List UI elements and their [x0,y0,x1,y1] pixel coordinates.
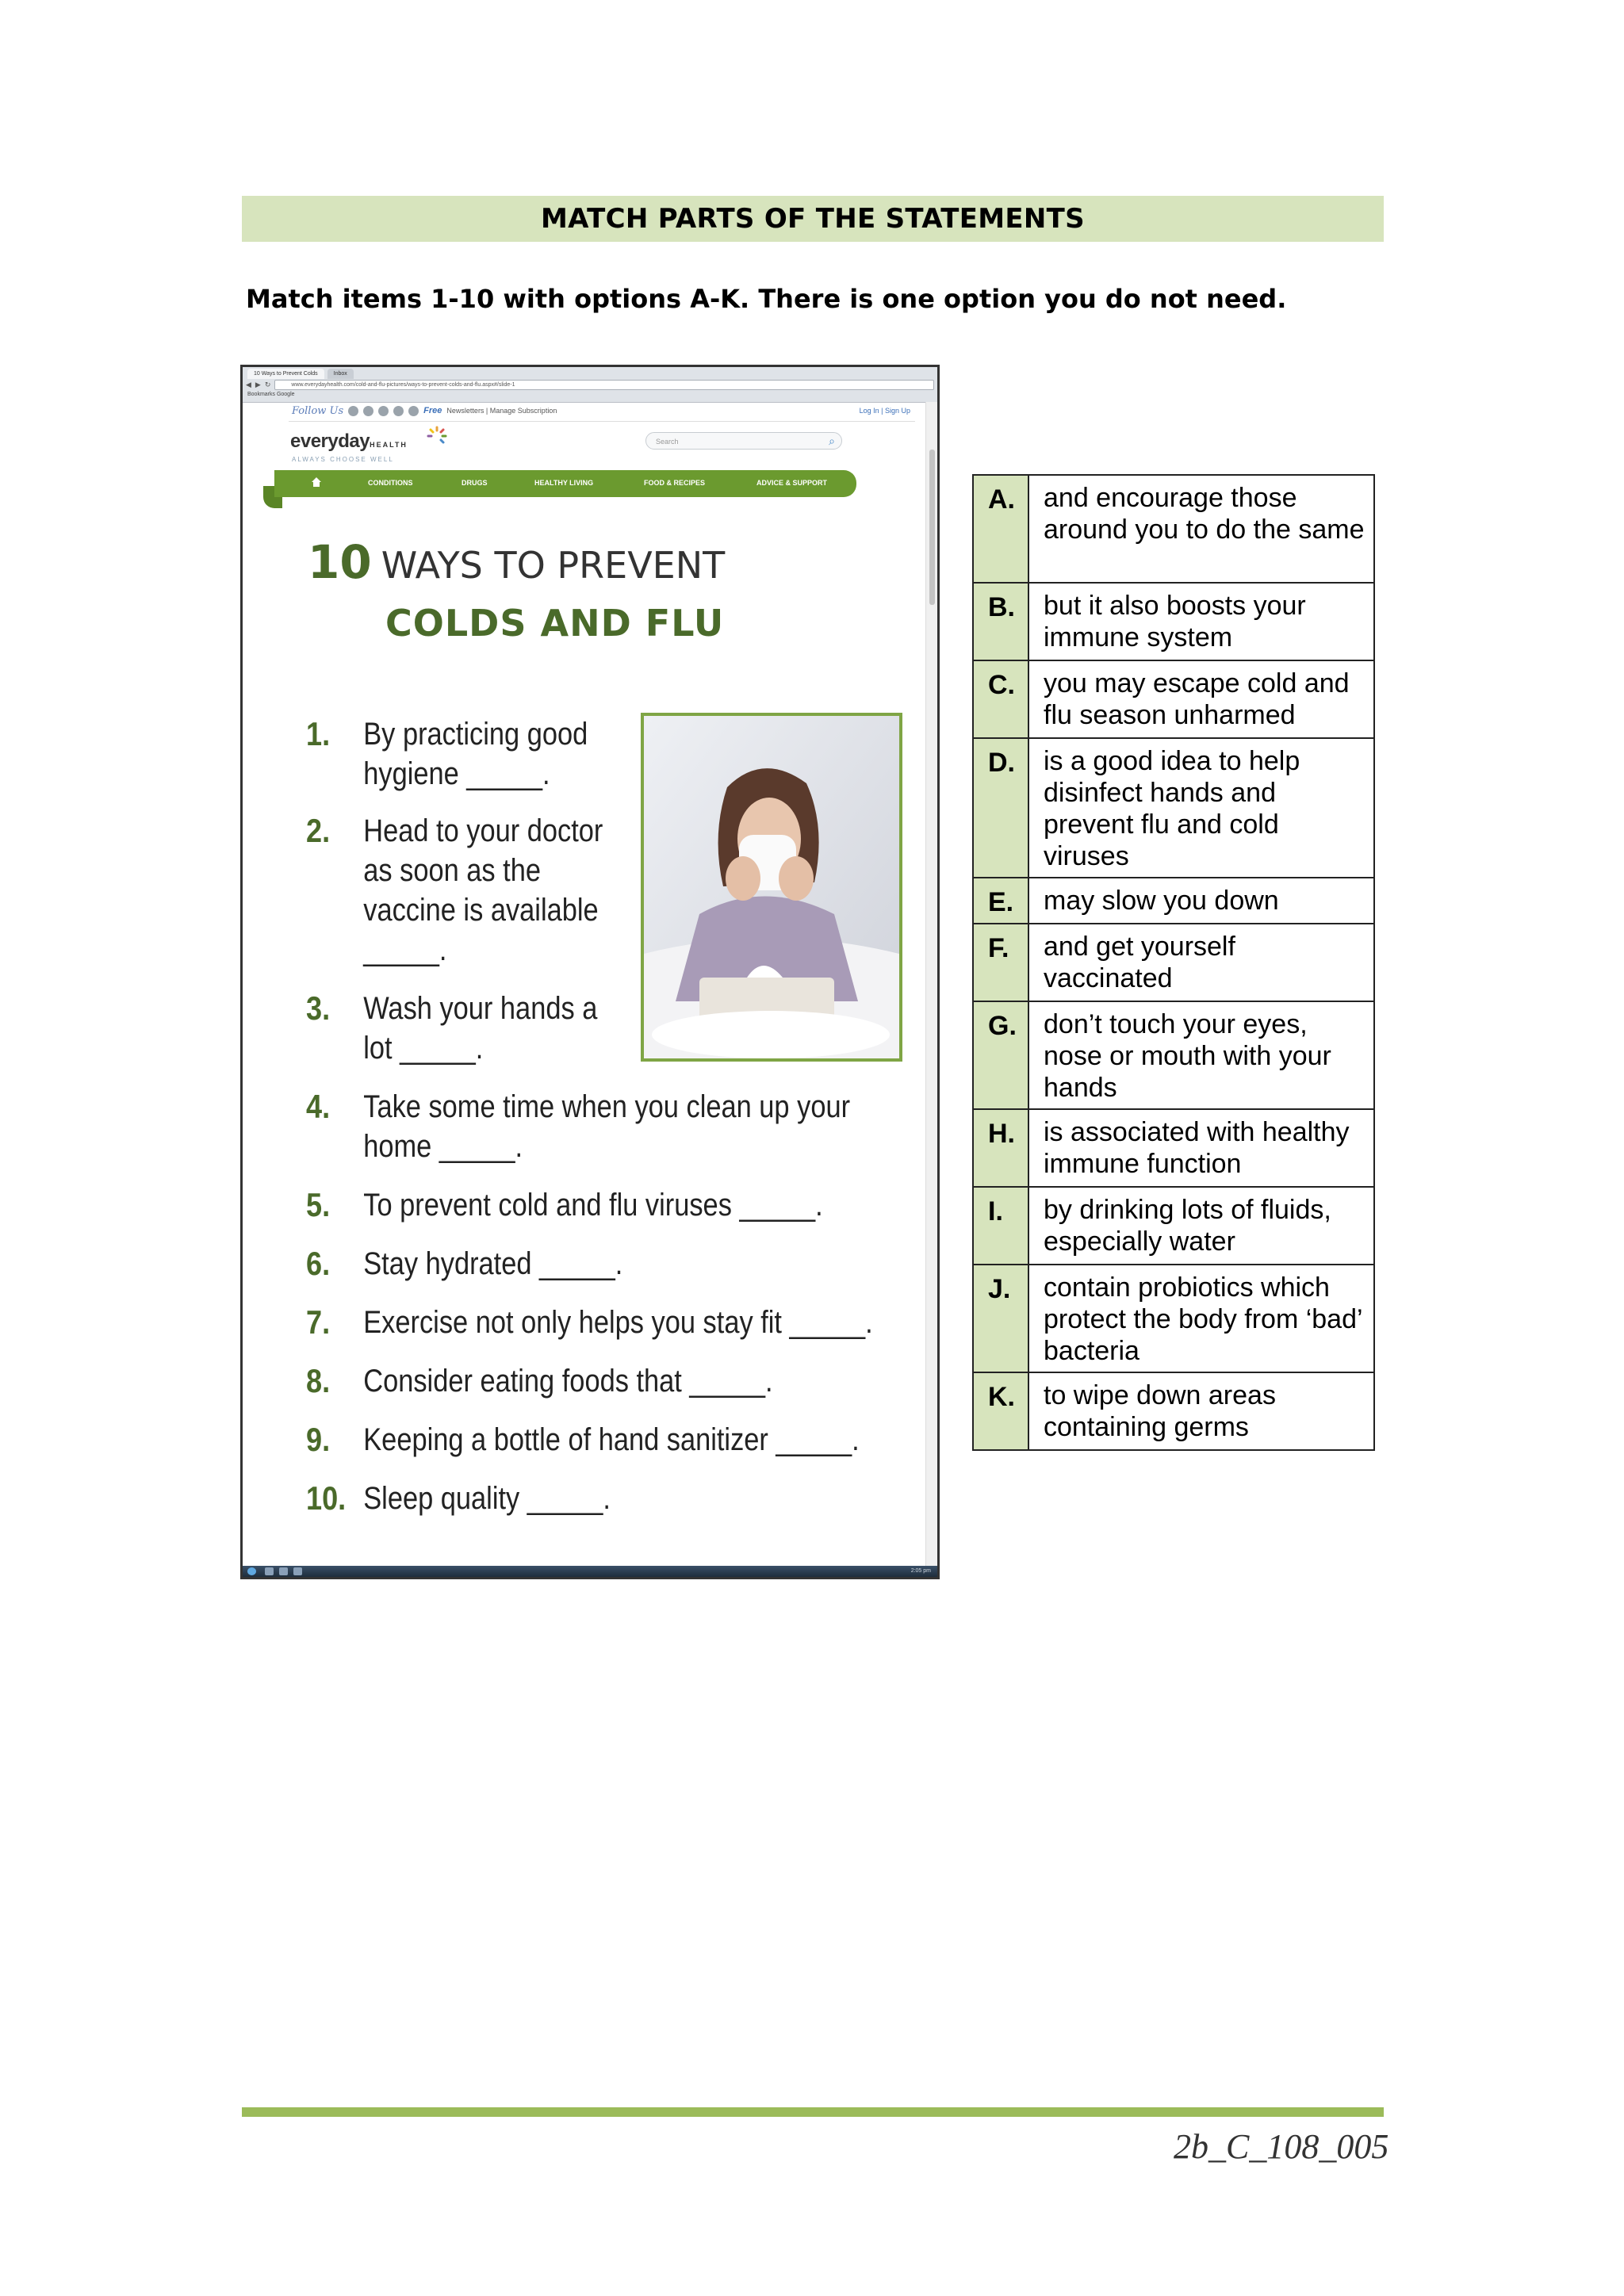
section-title: MATCH PARTS OF THE STATEMENTS [541,203,1085,235]
item-line: as soon as the [363,853,542,888]
home-icon [311,476,322,488]
section-title-bar [242,196,1384,242]
browser-tab: 10 Ways to Prevent Colds [247,369,324,379]
options-table [972,474,1375,1451]
taskbar-app-icon [265,1567,274,1575]
twitter-icon [363,406,373,416]
site-search-input [645,432,842,450]
item-number: 2. [306,812,331,849]
article-title-number: 10 [308,535,372,589]
option-letter: J. [973,1265,1028,1372]
option-row [973,1001,1374,1109]
logo-sun-icon [427,426,447,446]
item-line: vaccine is available [363,893,599,928]
reload-icon: ↻ [264,380,271,388]
article-title-line2: COLDS AND FLU [385,602,725,645]
browser-chrome [243,367,937,403]
logo-tagline: ALWAYS CHOOSE WELL [292,456,394,463]
option-text: don’t touch your eyes, nose or mouth with your hands [1028,1001,1374,1109]
option-letter: B. [973,583,1028,660]
os-taskbar [243,1566,937,1577]
back-icon: ◀ [246,380,251,388]
scrollbar [925,402,937,1566]
url-bar: www.everydayhealth.com/cold-and-flu-pictures/ways-to-prevent-colds-and-flu.aspx#/slide-1 [274,380,934,390]
rss-icon [408,406,419,416]
nav-advice-support: ADVICE & SUPPORT [756,479,828,487]
item-number: 6. [306,1245,331,1282]
divider [289,421,915,422]
nav-food-recipes: FOOD & RECIPES [644,479,706,487]
footer-rule [242,2107,1384,2117]
account-links: Log In | Sign Up [859,407,910,415]
option-letter: C. [973,660,1028,738]
forward-icon: ▶ [255,380,261,388]
item-line: lot _____. [363,1031,484,1066]
option-row [973,1265,1374,1372]
item-line: Exercise not only helps you stay fit _____. [363,1305,873,1340]
nav-healthy-living: HEALTHY LIVING [534,479,594,487]
option-text: and get yourself vaccinated [1028,924,1374,1001]
option-letter: F. [973,924,1028,1001]
option-row [973,1372,1374,1450]
woman-sneezing-image [644,716,899,1058]
pinterest-icon [378,406,389,416]
option-text: contain probiotics which protect the body from ‘bad’ bacteria [1028,1265,1374,1372]
taskbar-app-icon [279,1567,288,1575]
item-line: Take some time when you clean up your [363,1089,851,1124]
item-line: By practicing good [363,717,588,752]
item-line: Sleep quality _____. [363,1481,611,1516]
item-line: Head to your doctor [363,813,603,848]
option-letter: K. [973,1372,1028,1450]
taskbar-app-icon [293,1567,302,1575]
option-row [973,924,1374,1001]
item-number: 3. [306,989,331,1027]
item-line: To prevent cold and flu viruses _____. [363,1188,823,1223]
googleplus-icon [393,406,404,416]
item-number: 1. [306,715,331,752]
item-number: 7. [306,1303,331,1341]
logo-word: everyday [290,430,370,452]
item-line: Wash your hands a [363,991,598,1026]
item-line: Consider eating foods that _____. [363,1364,773,1399]
item-number: 10. [306,1479,347,1517]
option-letter: E. [973,878,1028,924]
nav-drugs: DRUGS [462,479,488,487]
option-text: and encourage those around you to do the same [1028,475,1374,583]
start-icon [247,1567,256,1575]
item-line: Stay hydrated _____. [363,1246,623,1281]
facebook-icon [348,406,358,416]
article-photo [641,713,902,1062]
item-line: home _____. [363,1129,523,1164]
scrollbar-thumb [929,450,935,605]
option-text: by drinking lots of fluids, especially water [1028,1187,1374,1265]
option-letter: I. [973,1187,1028,1265]
document-code: 2b_C_108_005 [1174,2127,1389,2166]
article-title [308,535,725,589]
article-screenshot [240,365,940,1579]
option-row [973,1187,1374,1265]
item-number: 8. [306,1362,331,1399]
free-label: Free [423,406,442,415]
article-title-text: WAYS TO PREVENT [381,544,726,587]
option-row [973,878,1374,924]
bookmarks-bar: Bookmarks Google [247,392,295,397]
item-number: 5. [306,1186,331,1223]
option-letter: G. [973,1001,1028,1109]
logo-health: HEALTH [370,441,408,449]
site-logo [290,430,408,463]
site-nav [274,470,856,497]
search-icon: ⌕ [829,434,835,447]
option-row [973,738,1374,878]
search-placeholder: Search [656,438,679,446]
option-text: you may escape cold and flu season unharmed [1028,660,1374,738]
item-line: _____. [363,932,447,967]
instruction-text: Match items 1-10 with options A-K. There is one option you do not need. [246,284,1287,314]
item-line: Keeping a bottle of hand sanitizer _____. [363,1422,860,1457]
option-row [973,583,1374,660]
option-row [973,1109,1374,1187]
option-letter: A. [973,475,1028,583]
item-number: 9. [306,1421,331,1458]
option-text: but it also boosts your immune system [1028,583,1374,660]
option-letter: H. [973,1109,1028,1187]
newsletter-links: Newsletters | Manage Subscription [446,407,557,415]
option-row [973,660,1374,738]
tray-clock: 2:05 pm [910,1568,931,1574]
browser-tab: Inbox [327,369,354,379]
follow-row [292,402,910,419]
follow-us-label: Follow Us [292,404,344,417]
option-text: to wipe down areas containing germs [1028,1372,1374,1450]
option-text: may slow you down [1028,878,1374,924]
nav-conditions: CONDITIONS [368,479,413,487]
item-line: hygiene _____. [363,756,550,791]
option-text: is associated with healthy immune function [1028,1109,1374,1187]
option-letter: D. [973,738,1028,878]
option-text: is a good idea to help disinfect hands and prevent flu and cold viruses [1028,738,1374,878]
option-row [973,475,1374,583]
item-number: 4. [306,1088,331,1125]
